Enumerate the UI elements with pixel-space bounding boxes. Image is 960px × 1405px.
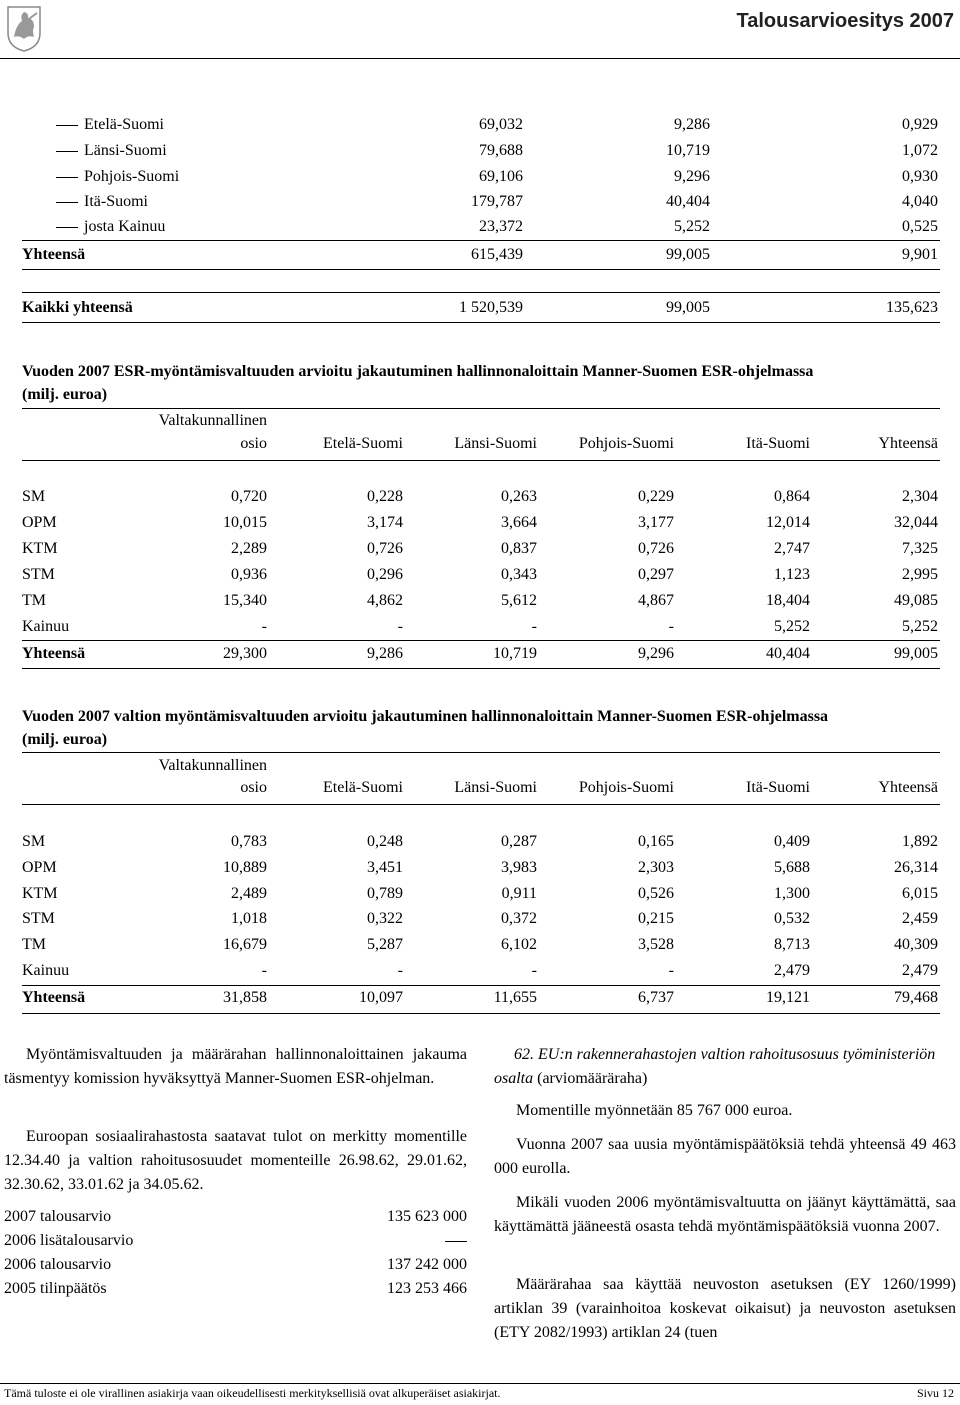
table1-title: Vuoden 2007 ESR-myöntämisvaltuuden arvioitu jakautuminen hallinnonaloittain Manner-Suomen ESR-ohjelmassa: [22, 363, 814, 380]
table-row: KTM 2,289 0,726 0,837 0,726 2,747 7,325: [22, 540, 938, 557]
table-rule: [22, 1013, 940, 1014]
right-heading: 62. EU:n rakennerahastojen valtion rahoitusosuus työministeriön osalta (arviomääräraha): [494, 1046, 936, 1087]
table-row-total: Yhteensä 31,858 10,097 11,655 6,737 19,121 79,468: [22, 989, 938, 1006]
finnish-lion-emblem-icon: [4, 3, 44, 53]
table-row: Kainuu - - - - 2,479 2,479: [22, 962, 938, 979]
table-rule: [22, 269, 940, 270]
table-rule: [22, 240, 940, 241]
region-row-lansi-suomi: Länsi-Suomi 79,688 10,719 1,072: [0, 140, 960, 162]
region-row-ita-suomi: Itä-Suomi 179,787 40,404 4,040: [0, 191, 960, 213]
right-paragraph-4: Määrärahaa saa käyttää neuvoston asetuksen (EY 1260/1999) artiklan 39 (varainhoitoa koskevat oikaisut) ja neuvoston asetuksen (ETY 2082/1993) artiklan 24 (tuen: [494, 1276, 956, 1341]
region-row-grand-total: Kaikki yhteensä 1 520,539 99,005 135,623: [22, 299, 938, 316]
region-row-total: Yhteensä 615,439 99,005 9,901: [22, 246, 938, 263]
table2-unit: (milj. euroa): [22, 731, 108, 748]
table1-header: osio Etelä-Suomi Länsi-Suomi Pohjois-Suomi Itä-Suomi Yhteensä: [240, 435, 938, 452]
table-rule: [22, 985, 940, 986]
document-title: Talousarvioesitys 2007: [736, 10, 954, 32]
table-row: Kainuu - - - - 5,252 5,252: [22, 618, 938, 635]
footer-disclaimer: Tämä tuloste ei ole virallinen asiakirja vaan oikeudellisesti merkityksellisiä ovat alkuperäiset asiakirjat.: [4, 1386, 501, 1400]
table-rule: [22, 668, 940, 669]
footer-rule: [0, 1383, 960, 1384]
table-row: OPM 10,889 3,451 3,983 2,303 5,688 26,314: [22, 859, 938, 876]
table-row: STM 0,936 0,296 0,343 0,297 1,123 2,995: [22, 566, 938, 583]
page-number: Sivu 12: [916, 1386, 954, 1400]
table2-header: osio Etelä-Suomi Länsi-Suomi Pohjois-Suomi Itä-Suomi Yhteensä: [240, 779, 938, 796]
budget-row: 2006 lisätalousarvio: [4, 1229, 467, 1253]
table-row: SM 0,720 0,228 0,263 0,229 0,864 2,304: [22, 488, 938, 505]
table1-header-top: Valtakunnallinen: [158, 412, 267, 429]
budget-row: 2005 tilinpäätös 123 253 466: [4, 1280, 467, 1297]
table-rule: [22, 804, 940, 805]
region-row-kainuu: josta Kainuu 23,372 5,252 0,525: [0, 216, 960, 238]
dash-icon: [445, 1241, 467, 1242]
table-rule: [22, 640, 940, 641]
table-row: OPM 10,015 3,174 3,664 3,177 12,014 32,044: [22, 514, 938, 531]
budget-row: 2006 talousarvio 137 242 000: [4, 1256, 467, 1273]
table-row: STM 1,018 0,322 0,372 0,215 0,532 2,459: [22, 910, 938, 927]
left-paragraph-2: Euroopan sosiaalirahastosta saatavat tulot on merkitty momentille 12.34.40 ja valtion rahoitusosuudet momenteille 26.98.62, 29.01.62, 32.30.62, 33.01.62 ja 34.05.62.: [4, 1128, 467, 1193]
table-rule: [22, 292, 940, 293]
left-paragraph-1: Myöntämisvaltuuden ja määrärahan hallinnonaloittainen jakauma täsmentyy komission hyväksyttyä Manner-Suomen ESR-ohjelman.: [4, 1046, 467, 1087]
header-rule: [0, 58, 960, 59]
table-rule: [22, 752, 940, 753]
right-paragraph-2: Vuonna 2007 saa uusia myöntämispäätöksiä tehdä yhteensä 49 463 000 eurolla.: [494, 1136, 956, 1177]
table1-unit: (milj. euroa): [22, 386, 108, 403]
budget-row: 2007 talousarvio 135 623 000: [4, 1208, 467, 1225]
right-paragraph-3: Mikäli vuoden 2006 myöntämisvaltuutta on jäänyt käyttämättä, saa käyttämättä jääneestä osasta tehdä myöntämispäätöksiä vuonna 2007.: [494, 1194, 956, 1235]
table-row: SM 0,783 0,248 0,287 0,165 0,409 1,892: [22, 833, 938, 850]
right-paragraph-1: Momentille myönnetään 85 767 000 euroa.: [516, 1102, 793, 1119]
table-rule: [22, 322, 940, 323]
table-row: KTM 2,489 0,789 0,911 0,526 1,300 6,015: [22, 885, 938, 902]
table-row: TM 15,340 4,862 5,612 4,867 18,404 49,085: [22, 592, 938, 609]
region-row-pohjois-suomi: Pohjois-Suomi 69,106 9,296 0,930: [0, 166, 960, 188]
table2-header-top: Valtakunnallinen: [158, 757, 267, 774]
region-row-etela-suomi: Etelä-Suomi 69,032 9,286 0,929: [0, 114, 960, 136]
table2-title: Vuoden 2007 valtion myöntämisvaltuuden arvioitu jakautuminen hallinnonaloittain Manner-Suomen ESR-ohjelmassa: [22, 708, 829, 725]
table-row-total: Yhteensä 29,300 9,286 10,719 9,296 40,404 99,005: [22, 645, 938, 662]
table-rule: [22, 460, 940, 461]
table-rule: [22, 408, 940, 409]
table-row: TM 16,679 5,287 6,102 3,528 8,713 40,309: [22, 936, 938, 953]
